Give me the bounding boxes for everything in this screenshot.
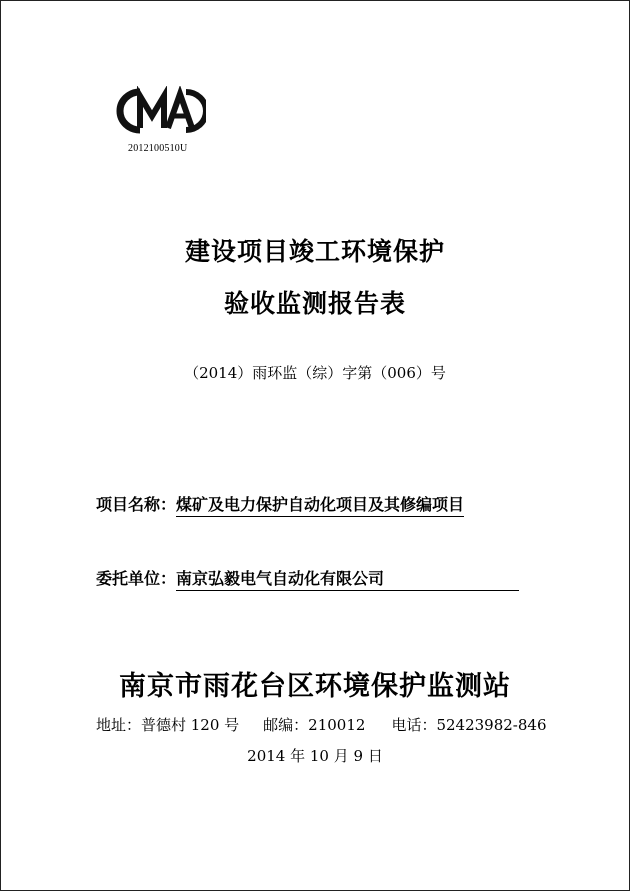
client-value: 南京弘毅电气自动化有限公司 bbox=[176, 566, 519, 591]
organization-name: 南京市雨花台区环境保护监测站 bbox=[119, 671, 511, 702]
address: 地址：普德村 120 号 bbox=[96, 716, 240, 734]
report-title-line2: 验收监测报告表 bbox=[223, 289, 406, 318]
client-label: 委托单位： bbox=[96, 569, 177, 588]
project-name-value: 煤矿及电力保护自动化项目及其修编项目 bbox=[176, 492, 464, 517]
report-title-line1: 建设项目竣工环境保护 bbox=[184, 237, 445, 266]
contact-line bbox=[96, 714, 546, 735]
document-number: （2014）雨环监（综）字第（006）号 bbox=[184, 364, 446, 382]
postcode: 邮编：210012 bbox=[263, 716, 366, 734]
client-row bbox=[96, 566, 519, 591]
cma-logo bbox=[116, 86, 206, 136]
report-date: 2014 年 10 月 9 日 bbox=[247, 747, 383, 765]
project-name-label: 项目名称： bbox=[96, 495, 177, 514]
project-name-row bbox=[96, 492, 464, 517]
phone: 电话：52423982-846 bbox=[391, 716, 547, 734]
cma-certificate-code: 2012100510U bbox=[128, 143, 188, 154]
